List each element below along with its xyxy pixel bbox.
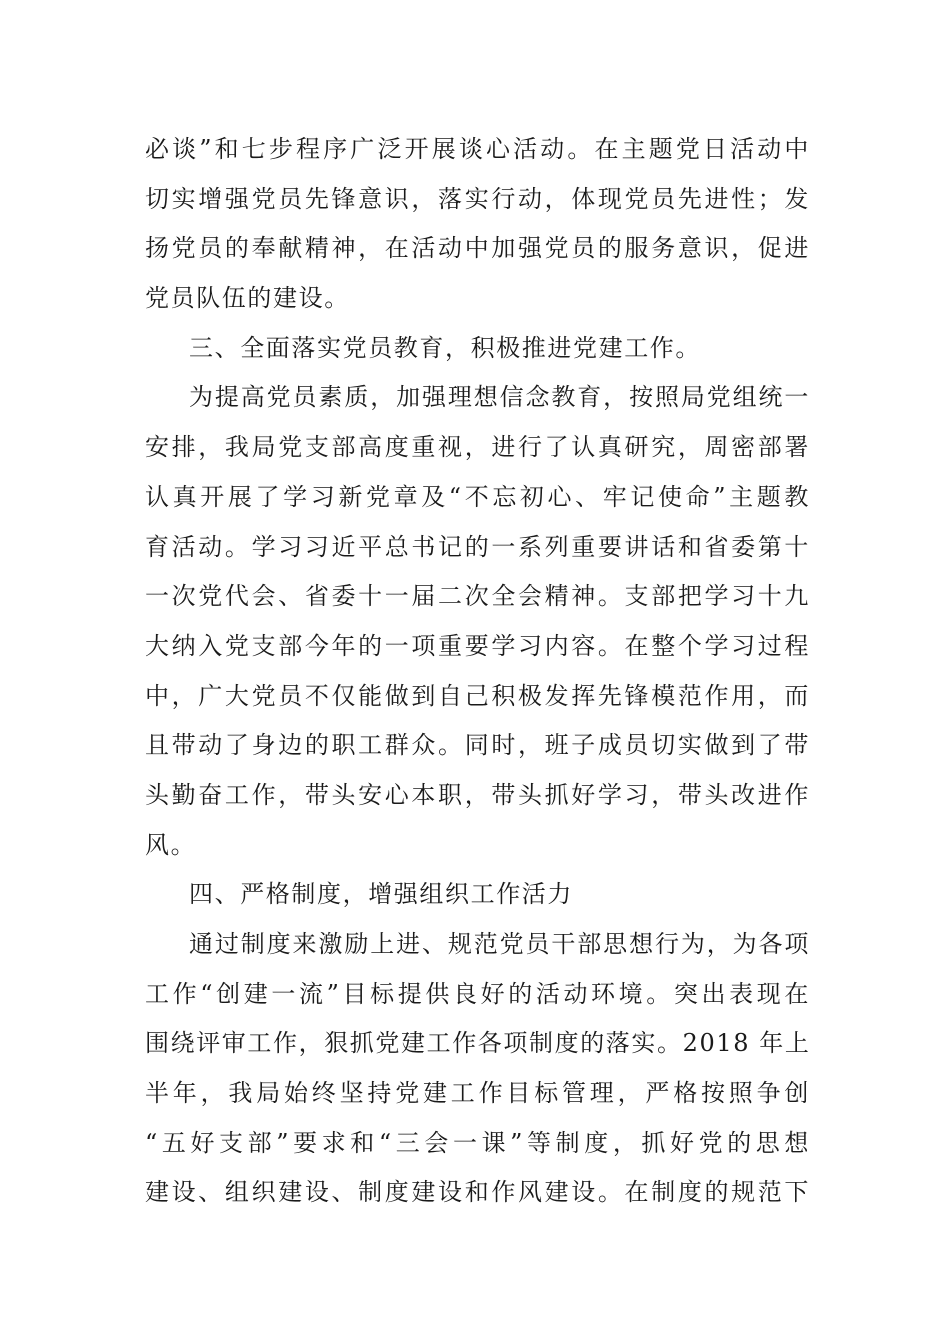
text-line: 四、严格制度，增强组织工作活力 [189, 880, 573, 909]
text-line: 且带动了身边的职工群众。同时，班子成员切实做到了带 [145, 731, 810, 760]
text-line: 育活动。学习习近平总书记的一系列重要讲话和省委第十 [145, 532, 810, 561]
text-line: 党员队伍的建设。 [145, 284, 350, 313]
text-line: 通过制度来激励上进、规范党员干部思想行为，为各项 [189, 930, 810, 958]
text-line: 安排，我局党支部高度重视，进行了认真研究，周密部署 [145, 433, 810, 462]
text-line: 头勤奋工作，带头安心本职，带头抓好学习，带头改进作 [145, 780, 810, 809]
text-line: 中，广大党员不仅能做到自己积极发挥先锋模范作用，而 [145, 681, 810, 710]
text-line: 一次党代会、省委十一届二次全会精神。支部把学习十九 [145, 582, 810, 611]
text-line: 半年，我局始终坚持党建工作目标管理，严格按照争创 [145, 1079, 810, 1108]
text-line: 建设、组织建设、制度建设和作风建设。在制度的规范下 [145, 1178, 810, 1207]
text-line: 必谈”和七步程序广泛开展谈心活动。在主题党日活动中 [145, 135, 810, 163]
text-line: 大纳入党支部今年的一项重要学习内容。在整个学习过程 [145, 631, 810, 660]
text-line: 三、全面落实党员教育，积极推进党建工作。 [189, 333, 701, 362]
text-line: 切实增强党员先锋意识，落实行动，体现党员先进性；发 [145, 184, 810, 213]
text-line: 认真开展了学习新党章及“不忘初心、牢记使命”主题教 [145, 482, 810, 511]
text-line: 风。 [145, 830, 197, 859]
text-line: “五好支部”要求和“三会一课”等制度，抓好党的思想 [145, 1128, 810, 1157]
text-line: 为提高党员素质，加强理想信念教育，按照局党组统一 [189, 383, 810, 412]
text-line: 围绕评审工作，狠抓党建工作各项制度的落实。2018 年上 [145, 1029, 811, 1058]
text-line: 工作“创建一流”目标提供良好的活动环境。突出表现在 [145, 979, 810, 1008]
text-line: 扬党员的奉献精神，在活动中加强党员的服务意识，促进 [145, 234, 810, 263]
document-body [145, 125, 810, 1218]
